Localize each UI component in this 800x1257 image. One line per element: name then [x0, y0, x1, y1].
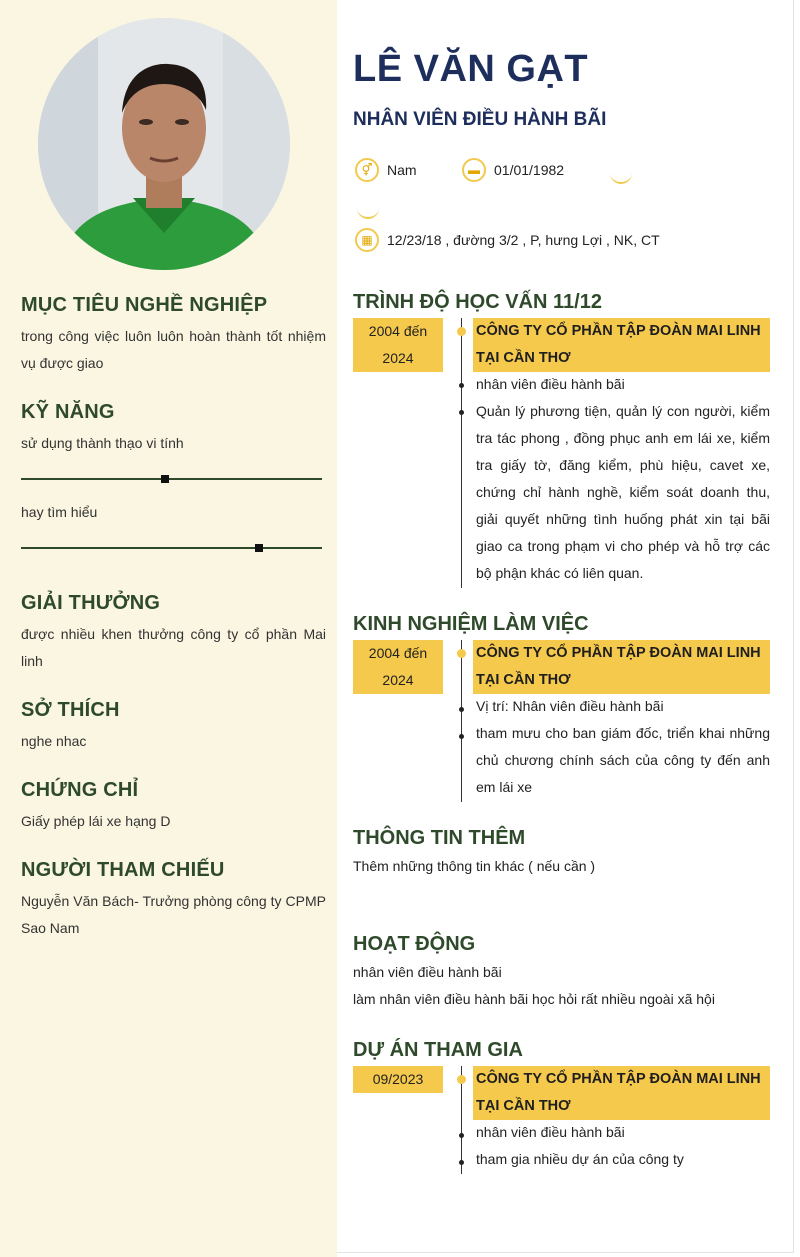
objective-heading: MỤC TIÊU NGHỀ NGHIỆP: [21, 294, 268, 316]
birthday-value: 01/01/1982: [494, 162, 565, 178]
skills-heading: KỸ NĂNG: [21, 401, 115, 423]
birthday-info: [462, 158, 564, 182]
projects-date: 09/2023: [353, 1066, 443, 1093]
skill-level-marker: [161, 475, 169, 483]
skill-label: sử dụng thành thạo vi tính: [21, 435, 184, 451]
projects-heading: DỰ ÁN THAM GIA: [353, 1039, 523, 1061]
skill-label: hay tìm hiểu: [21, 504, 98, 520]
certificates-text: Giấy phép lái xe hạng D: [21, 813, 171, 829]
bullet-dot: [459, 734, 464, 739]
more-info-text: Thêm những thông tin khác ( nếu cần ): [353, 858, 596, 874]
awards-text: được nhiều khen thưởng công ty cổ phần Mai linh: [21, 626, 326, 669]
references-heading: NGƯỜI THAM CHIẾU: [21, 859, 225, 881]
experience-date: 2004 đến 2024: [353, 640, 443, 694]
activities-line: nhân viên điều hành bãi: [353, 964, 502, 980]
avatar: [38, 18, 290, 270]
skill-level-marker: [255, 544, 263, 552]
education-heading: TRÌNH ĐỘ HỌC VẤN 11/12: [353, 291, 602, 313]
education-company: CÔNG TY CỔ PHẦN TẬP ĐOÀN MAI LINH TẠI CẦN THƠ: [473, 318, 770, 372]
skill-bar: [21, 478, 322, 480]
timeline-line: [461, 640, 462, 802]
timeline-dot: [457, 649, 466, 658]
address-value: 12/23/18 , đường 3/2 , P, hưng Lợi , NK, CT: [387, 232, 660, 248]
gender-icon: ⚥: [355, 158, 379, 182]
cake-icon: ▬: [462, 158, 486, 182]
hobbies-text: nghe nhac: [21, 733, 87, 749]
more-info-heading: THÔNG TIN THÊM: [353, 827, 526, 849]
projects-item: nhân viên điều hành bãi: [476, 1124, 625, 1140]
skill-bar: [21, 547, 322, 549]
bullet-dot: [459, 707, 464, 712]
gender-info: [355, 158, 417, 182]
objective-text: trong công việc luôn luôn hoàn thành tốt nhiệm vụ được giao: [21, 328, 326, 371]
candidate-name: LÊ VĂN GẠT: [353, 48, 589, 90]
address-info: [355, 228, 660, 252]
awards-heading: GIẢI THƯỞNG: [21, 592, 161, 614]
activities-heading: HOẠT ĐỘNG: [353, 933, 476, 955]
experience-item: tham mưu cho ban giám đốc, triển khai những chủ chương chính sách của công ty đến anh em lái xe: [476, 725, 770, 795]
sidebar: [0, 0, 337, 1257]
projects-item: tham gia nhiều dự án của công ty: [476, 1151, 684, 1167]
experience-item: Vị trí: Nhân viên điều hành bãi: [476, 698, 664, 714]
timeline-dot: [457, 1075, 466, 1084]
projects-company: CÔNG TY CỔ PHẦN TẬP ĐOÀN MAI LINH TẠI CẦN THƠ: [473, 1066, 770, 1120]
bullet-dot: [459, 410, 464, 415]
bullet-dot: [459, 1160, 464, 1165]
hobbies-heading: SỞ THÍCH: [21, 699, 120, 721]
education-item: Quản lý phương tiện, quản lý con người, kiểm tra tác phong , đồng phục anh em lái xe, kiểm tra giấy tờ, đăng kiểm, phù hiệu, cavet xe, chứng chỉ hành nghề, kiểm soát doanh thu, giải quyết những tình huống phát xin tại bãi giao ca trong phạm vi cho phép và hỗ trợ các bộ phận khác có liên quan.: [476, 403, 770, 581]
activities-line: làm nhân viên điều hành bãi học hỏi rất nhiều ngoài xã hội: [353, 991, 715, 1007]
timeline-dot: [457, 327, 466, 336]
job-title: NHÂN VIÊN ĐIỀU HÀNH BÃI: [353, 109, 607, 130]
gender-value: Nam: [387, 162, 417, 178]
experience-company: CÔNG TY CỔ PHẦN TẬP ĐOÀN MAI LINH TẠI CẦN THƠ: [473, 640, 770, 694]
bullet-dot: [459, 383, 464, 388]
education-date: 2004 đến 2024: [353, 318, 443, 372]
timeline-line: [461, 318, 462, 588]
map-icon: ▦: [355, 228, 379, 252]
references-text: Nguyễn Văn Bách- Trưởng phòng công ty CPMP Sao Nam: [21, 893, 326, 936]
certificates-heading: CHỨNG CHỈ: [21, 779, 139, 801]
education-item: nhân viên điều hành bãi: [476, 376, 625, 392]
avatar-photo: [38, 18, 290, 270]
experience-heading: KINH NGHIỆM LÀM VIỆC: [353, 613, 589, 635]
bullet-dot: [459, 1133, 464, 1138]
